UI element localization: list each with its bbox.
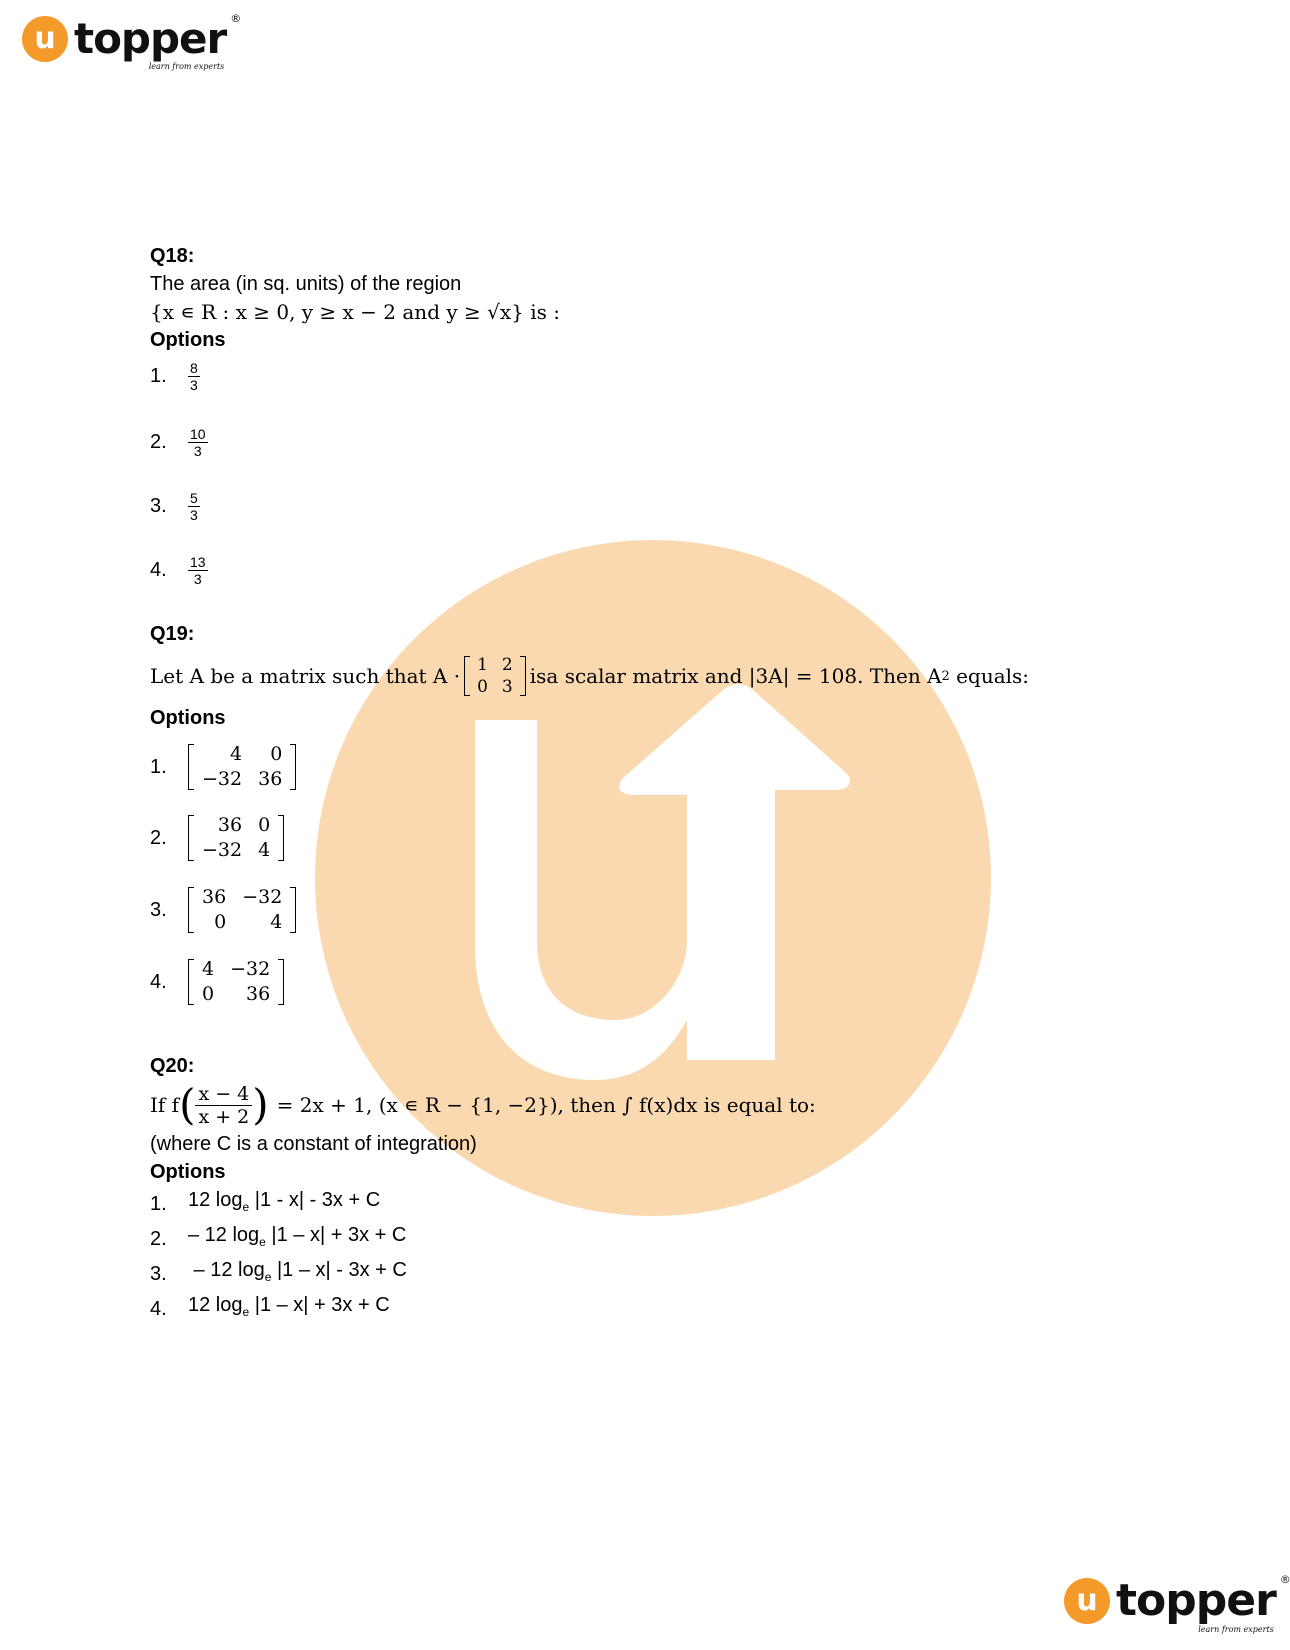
option-text-post: |1 – x| - 3x + C <box>271 1259 407 1281</box>
option-number: 3. <box>150 1262 167 1285</box>
q18-option-2[interactable] <box>150 410 1150 474</box>
brand-logo-top <box>22 12 241 71</box>
q19-option-1[interactable] <box>150 732 1150 802</box>
fraction-numerator: 8 <box>190 359 198 376</box>
q19-options <box>150 732 1150 1018</box>
option-number: 2. <box>150 826 167 849</box>
fraction-numerator: 5 <box>190 489 198 506</box>
q18-text: The area (in sq. units) of the region <box>150 273 462 295</box>
matrix-cell: −32 <box>230 958 271 980</box>
q18-option-4[interactable] <box>150 538 1150 602</box>
option-text-post: |1 – x| + 3x + C <box>249 1294 390 1316</box>
fraction-denominator: 3 <box>190 376 198 393</box>
matrix-cell: −32 <box>242 886 283 908</box>
option-number: 3. <box>150 898 167 921</box>
option-text-pre: 12 log <box>188 1189 243 1211</box>
q18-heading: Q18: <box>150 245 195 267</box>
brand-name: topper <box>74 14 227 63</box>
brand-logo-bottom <box>1064 1573 1290 1634</box>
brand-wordmark <box>1116 1573 1290 1634</box>
option-text <box>188 1186 380 1221</box>
option-number: 1. <box>150 364 167 387</box>
option-number: 4. <box>150 970 167 993</box>
brand-badge-icon: u <box>22 16 68 62</box>
matrix-cell: 0 <box>202 983 215 1005</box>
fraction-numerator: 10 <box>190 425 206 442</box>
q19-option-4[interactable] <box>150 946 1150 1018</box>
matrix-cell: −32 <box>202 839 243 861</box>
option-matrix <box>188 813 284 863</box>
matrix-cell: 0 <box>270 743 283 765</box>
option-number: 4. <box>150 558 167 581</box>
q18-option-3[interactable] <box>150 474 1150 538</box>
q18-options-heading: Options <box>150 329 226 351</box>
option-number: 1. <box>150 755 167 778</box>
fraction-denominator: 3 <box>193 570 202 587</box>
matrix-cell: 4 <box>202 958 215 980</box>
fraction-denominator: 3 <box>190 506 198 523</box>
matrix-cell: 0 <box>214 911 227 933</box>
brand-tagline: learn from experts <box>148 62 225 71</box>
q19-text-before: Let A be a matrix such that A · <box>150 664 461 688</box>
matrix-cell: 36 <box>246 983 271 1005</box>
q19-option-3[interactable] <box>150 874 1150 946</box>
option-number: 4. <box>150 1297 167 1320</box>
option-fraction <box>188 490 200 523</box>
brand-wordmark <box>74 12 241 71</box>
option-matrix <box>188 885 296 935</box>
q19-text <box>150 654 1150 698</box>
q19-text-after: isa scalar matrix and |3A| = 108. Then A <box>529 664 942 688</box>
q20-text <box>150 1080 1150 1130</box>
option-fraction <box>188 360 200 393</box>
registered-mark: ® <box>1279 1573 1290 1586</box>
q19-options-heading: Options <box>150 707 226 729</box>
option-text <box>188 1291 390 1326</box>
option-subscript: e <box>264 1270 272 1284</box>
matrix-cell: 4 <box>258 839 271 861</box>
option-text <box>188 1221 406 1256</box>
matrix-cell: 4 <box>270 911 283 933</box>
q19-superscript: 2 <box>941 668 950 684</box>
q20-option-1[interactable] <box>150 1186 1150 1221</box>
option-matrix <box>188 742 296 792</box>
right-paren: ) <box>252 1080 269 1129</box>
matrix-cell: 2 <box>501 655 513 675</box>
registered-mark: ® <box>230 12 241 25</box>
matrix-cell: 36 <box>217 814 243 836</box>
option-text-post: |1 – x| + 3x + C <box>265 1224 407 1246</box>
q20-options-heading: Options <box>150 1161 226 1183</box>
option-number: 1. <box>150 1192 167 1215</box>
q20-options <box>150 1186 1150 1326</box>
option-text-pre: – 12 log <box>188 1224 260 1246</box>
q20-option-4[interactable] <box>150 1291 1150 1326</box>
q20-option-2[interactable] <box>150 1221 1150 1256</box>
left-paren: ( <box>179 1080 196 1129</box>
option-text-pre: 12 log <box>188 1294 243 1316</box>
q19-heading: Q19: <box>150 623 195 645</box>
option-subscript: e <box>259 1235 266 1249</box>
brand-name: topper <box>1116 1575 1276 1626</box>
question-sheet <box>150 242 1150 1326</box>
matrix-cell: 3 <box>501 677 513 697</box>
fraction-denominator: 3 <box>193 442 202 459</box>
q19-option-2[interactable] <box>150 802 1150 874</box>
option-number: 3. <box>150 494 167 517</box>
matrix-cell: −32 <box>202 768 243 790</box>
fraction-denominator: x + 2 <box>198 1105 250 1128</box>
option-subscript: e <box>242 1305 250 1319</box>
q20-option-3[interactable] <box>150 1256 1150 1291</box>
matrix-cell: 4 <box>230 743 243 765</box>
q18-set-expression: {x ∊ R : x ≥ 0, y ≥ x − 2 and y ≥ √x} is : <box>150 300 560 324</box>
q20-fraction <box>195 1083 252 1128</box>
q19-text-end: equals: <box>949 664 1030 688</box>
q18-option-1[interactable] <box>150 348 1150 404</box>
q20-note: (where C is a constant of integration) <box>150 1133 477 1155</box>
option-number: 2. <box>150 1227 167 1250</box>
fraction-numerator: x − 4 <box>195 1083 252 1106</box>
q20-if-label: If f <box>150 1093 180 1117</box>
matrix-cell: 36 <box>258 768 283 790</box>
option-text-pre: – 12 log <box>188 1259 265 1281</box>
option-text <box>188 1256 407 1291</box>
option-subscript: e <box>242 1200 250 1214</box>
fraction-numerator: 13 <box>190 553 206 570</box>
q20-heading: Q20: <box>150 1055 195 1077</box>
option-fraction <box>188 554 208 587</box>
option-matrix <box>188 957 284 1007</box>
matrix-cell: 1 <box>477 655 488 675</box>
q18-options <box>150 348 1150 602</box>
option-number: 2. <box>150 430 167 453</box>
matrix-cell: 0 <box>258 814 271 836</box>
q20-text-rest: = 2x + 1, (x ∊ R − {1, −2}), then ∫ f(x)dx is equal to: <box>276 1093 816 1117</box>
q19-given-matrix <box>464 654 526 698</box>
option-fraction <box>188 426 208 459</box>
brand-tagline: learn from experts <box>1198 1625 1274 1634</box>
matrix-cell: 36 <box>202 886 227 908</box>
option-text-post: |1 - x| - 3x + C <box>249 1189 381 1211</box>
brand-badge-icon: u <box>1064 1578 1110 1624</box>
matrix-cell: 0 <box>477 677 488 697</box>
